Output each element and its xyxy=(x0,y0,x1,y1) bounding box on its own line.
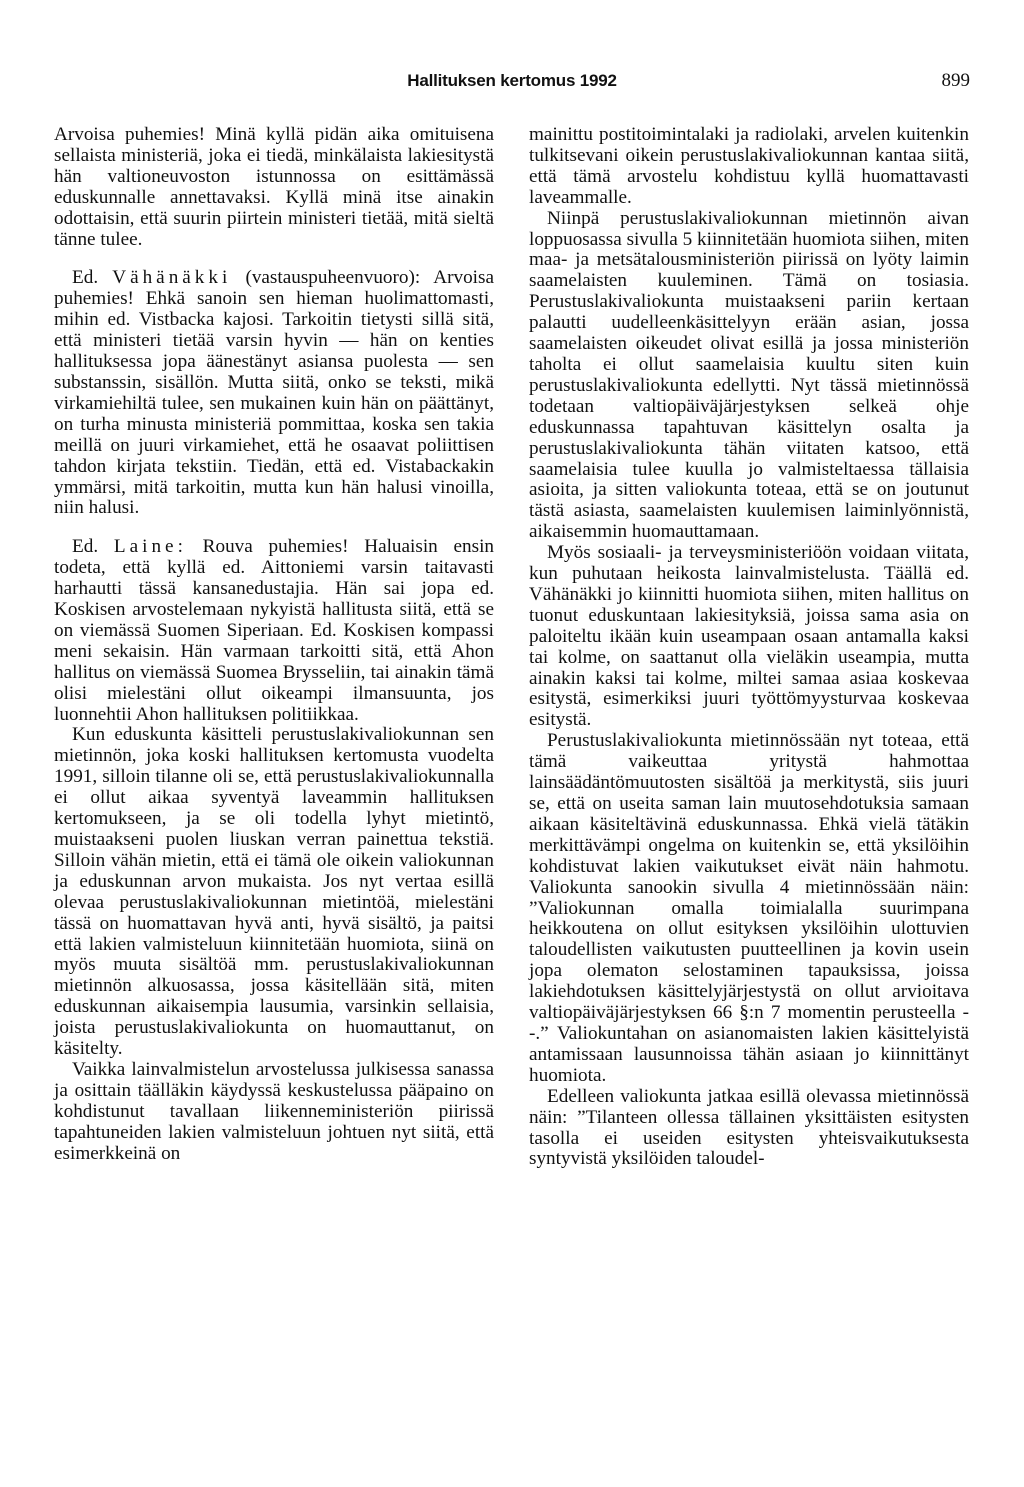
left-column xyxy=(54,125,494,1165)
paragraph: Arvoisa puhemies! Minä kyllä pidän aika omituisena sellaista ministeriä, joka ei tiedä, minkälaista lakiesitystä hän valtioneuvoston istunnossa on esittämässä eduskunnalle annettavaksi. Kyllä minä itse ainakin odottaisin, että suurin piirtein ministeri tietää, mitä sieltä tänne tulee. xyxy=(54,124,494,250)
speaker-name: Vähänäkki xyxy=(112,267,232,289)
page-number: 899 xyxy=(941,70,970,91)
speaker-prefix: Ed. xyxy=(72,267,99,289)
speaker-name: Laine: xyxy=(113,536,187,558)
speech-vahanakki xyxy=(54,268,494,519)
paragraph: mainittu postitoimintalaki ja radiolaki, arvelen kuitenkin tulkitsevani oikein perustuslakivaliokunnan kantaa siitä, että tämä arvostelu kohdistuu kyllä huomattavasti laveammalle. xyxy=(529,124,969,208)
speech-text: (vastauspuheenvuoro): Arvoisa puhemies! Ehkä sanoin sen hieman huolimattomasti, mihin ed. Vistbacka kajosi. Tarkoitin tietysti sillä sitä, että ministeri tietää varsin hyvin — hän on kenties hallituksessa jopa äänestänyt asiansa puolesta — sen substanssin, sisällön. Mutta siitä, onko se teksti, mikä virkamiehiltä tulee, sen mukainen kuin hän on päättänyt, on turha minusta ministeriä pommittaa, koska sen takia meillä on juuri virkamiehet, että he osaavat poliittisen tahdon kirjata tekstiin. Tiedän, että ed. Vistabackakin ymmärsi, mitä tarkoitin, mutta kun hän halusi vinoilla, niin halusi. xyxy=(54,267,494,519)
paragraph: Vaikka lainvalmistelun arvostelussa julkisessa sanassa ja osittain täälläkin käydyssä keskustelussa pääpaino on kohdistunut tavallaan liikenneministeriön piirissä tapahtuneiden lakien valmisteluun johtuen nyt siitä, että esimerkkeinä on xyxy=(54,1058,494,1164)
running-title: Hallituksen kertomus 1992 xyxy=(407,71,617,90)
speaker-prefix: Ed. xyxy=(72,536,99,558)
paragraph: Niinpä perustuslakivaliokunnan mietinnön aivan loppuosassa sivulla 5 kiinnitetään huomiota siihen, miten maa- ja metsätalousministeriön piirissä on lyöty laimin saamelaisten kuuleminen. Tämä on tosiasia. Perustuslakivaliokunta muistaakseni pariin kertaan palautti uudelleenkäsittelyyn erään asian, jossa saamelaisten oikeudet olivat esillä ja jossa ministeriön taholta ei ollut saamelaisia kuultu siten kuin perustuslakivaliokunta edellytti. Nyt tässä mietinnössä todetaan valtiopäiväjärjestyksen selkeä ohje eduskunnassa tapahtuvan käsittelyn osalta ja perustuslakivaliokunta tähän viitaten katsoo, että saamelaisia tulee kuulla jo valmisteltaessa tällaisia asioita, ja sitten valiokunta toteaa, että se on joutunut tästä asiasta, saamelaisten kuulemisen laiminlyönnistä, aikaisemmin huomauttamaan. xyxy=(529,207,969,543)
paragraph: Myös sosiaali- ja terveysministeriöön voidaan viitata, kun puhutaan heikosta lainvalmistelusta. Täällä ed. Vähänäkki jo kiinnitti huomiota siihen, miten hallitus on tuonut eduskuntaan lakiesityksiä, joissa sama asia on paloiteltu ikään kuin useampaan osaan antamalla kaksi tai kolme, on saattanut olla vieläkin useampia, mutta ainakin kaksi tai kolme, miltei samaa asiaa koskevaa esitystä, esimerkiksi juuri työttömyysturvaa koskevaa esitystä. xyxy=(529,542,969,731)
speech-text: Rouva puhemies! Haluaisin ensin todeta, että kyllä ed. Aittoniemi varsin taitavasti harhautti tässä kansanedustajia. Hän sai jopa ed. Koskisen arvostelemaan nykyistä hallitusta siitä, että se on viemässä Suomen Siperiaan. Ed. Koskisen kompassi meni sekaisin. Hän varmaan tarkoitti sitä, että Ahon hallitus on viemässä Suomea Brysseliin, tai ainakin tämä olisi mielestäni ollut oikeampi ilmansuunta, jos luonnehtii Ahon hallituksen politiikkaa. xyxy=(54,536,495,725)
speech-laine xyxy=(54,537,494,725)
right-column xyxy=(529,125,969,1170)
paragraph: Kun eduskunta käsitteli perustuslakivaliokunnan sen mietinnön, joka koski hallituksen kertomusta vuodelta 1991, silloin tilanne oli se, että perustuslakivaliokunnalla ei ollut aikaa syventyä laveammin hallituksen kertomukseen, ja se oli todella lyhyt mietintö, muistaakseni puolen liuskan verran painettua tekstiä. Silloin vähän mietin, että ei tämä ole oikein valiokunnan ja eduskunnan arvon mukaista. Jos nyt vertaa esillä olevaa perustuslakivaliokunnan mietintöä, mielestäni tässä on huomattavan hyvä anti, hyvä sisältö, ja paitsi että lakien valmisteluun kiinnitetään huomiota, siinä on myös muuta sisältöä mm. perustuslakivaliokunnan mietinnön alkuosassa, jossa käsitellään sitä, miten eduskunnan aikaisempia lausumia, varsinkin sellaisia, joista perustuslakivaliokunta on huomauttanut, on käsitelty. xyxy=(54,724,494,1060)
paragraph: Edelleen valiokunta jatkaa esillä olevassa mietinnössä näin: ”Tilanteen ollessa tällainen yksittäisten esitysten tasolla ei useiden esitysten yhteisvaikutuksesta syntyvistä yksilöiden taloudel- xyxy=(529,1085,969,1170)
paragraph: Perustuslakivaliokunta mietinnössään nyt toteaa, että tämä vaikeuttaa yritystä hahmottaa lainsäädäntömuutosten sisältöä ja merkitystä, siis juuri se, että on useita saman lain muutosehdotuksia samaan aikaan käsiteltävinä eduskunnassa. Ehkä vielä tätäkin merkittävämpi ongelma on kuitenkin se, että yksilöihin kohdistuvat lakien vaikutukset eivät näin hahmotu. Valiokunta sanookin sivulla 4 mietinnössään näin: ”Valiokunnan omalla toimialalla suurimpana heikkoutena on ollut esityksen yksilöihin ulottuvien taloudellisten vaikutusten puutteellinen ja kovin usein jopa olematon selostaminen tapauksissa, joissa lakiehdotuksen käsittelyjärjestystä on ollut arvioitava valtiopäiväjärjestyksen 66 §:n 7 momentin perusteella - -.” Valiokuntahan on asianomaisten lakien käsittelyistä antamissaan lausunnoissa tähän asiaan jo kiinnittänyt huomiota. xyxy=(529,730,969,1086)
